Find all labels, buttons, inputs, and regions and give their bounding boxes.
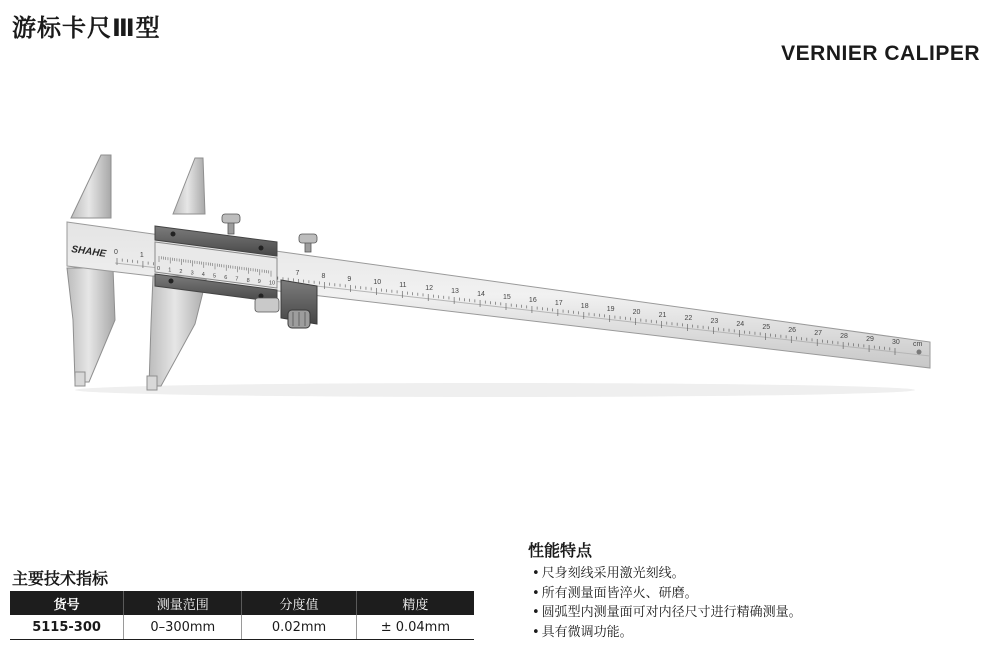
main-scale-number: 22 xyxy=(684,315,693,322)
vernier-caliper-image xyxy=(55,150,945,410)
features-list xyxy=(532,564,802,642)
slider-screw-1 xyxy=(171,232,176,237)
sliding-lower-jaw xyxy=(149,276,207,386)
list-item: • 尺身刻线采用激光刻线。 xyxy=(532,564,802,584)
features-heading: 性能特点 xyxy=(528,541,593,560)
specs-table xyxy=(10,591,474,640)
page-title-english: VERNIER CALIPER xyxy=(781,42,980,65)
fixed-upper-nib xyxy=(71,155,111,218)
main-scale-number: 18 xyxy=(580,303,589,310)
cell-model: 5115-300 xyxy=(10,615,124,640)
vernier-number: 0 xyxy=(157,266,161,272)
vernier-number: 5 xyxy=(213,273,217,280)
slider-lower-foot xyxy=(255,298,279,312)
vernier-number: 10 xyxy=(269,280,276,287)
main-scale-number: 8 xyxy=(321,273,326,280)
col-header-resolution: 分度值 xyxy=(242,591,356,615)
fine-adjust-screw-stem xyxy=(305,242,311,252)
slider-screw-3 xyxy=(169,279,174,284)
main-scale-number: 21 xyxy=(658,312,667,319)
vernier-number: 9 xyxy=(257,279,261,286)
lock-screw-head xyxy=(222,214,240,223)
list-item: • 所有测量面皆淬火、研磨。 xyxy=(532,584,802,604)
main-scale-number: 1 xyxy=(139,252,144,259)
specs-header-row xyxy=(10,591,474,615)
main-scale-number: 29 xyxy=(866,336,874,343)
fixed-jaw-tip xyxy=(75,372,85,386)
main-scale-number: 9 xyxy=(347,276,352,283)
main-scale-number: 24 xyxy=(736,321,745,328)
beam-end-hole xyxy=(917,350,922,355)
lock-screw-stem xyxy=(228,222,234,234)
main-scale-number: 23 xyxy=(710,318,719,325)
vernier-number: 8 xyxy=(246,277,250,284)
vernier-number: 1 xyxy=(168,267,172,274)
brand-logo: SHAHE xyxy=(70,244,107,260)
col-header-accuracy: 精度 xyxy=(356,591,474,615)
specs-heading: 主要技术指标 xyxy=(12,569,109,588)
list-item: • 圆弧型内测量面可对内径尺寸进行精确测量。 xyxy=(532,603,802,623)
main-scale-number: 25 xyxy=(762,324,771,331)
main-scale-number: 13 xyxy=(451,288,459,295)
vernier-number: 6 xyxy=(224,274,228,281)
main-scale-number: 16 xyxy=(528,297,537,304)
slider-screw-2 xyxy=(259,246,264,251)
col-header-range: 测量范围 xyxy=(124,591,242,615)
vernier-number: 2 xyxy=(179,268,183,275)
main-scale-number: 11 xyxy=(399,282,407,289)
cell-range: 0–300mm xyxy=(124,615,242,640)
fixed-lower-jaw xyxy=(67,268,115,382)
main-scale-number: 14 xyxy=(477,291,485,298)
main-scale-number: 27 xyxy=(814,330,822,337)
list-item: • 具有微调功能。 xyxy=(532,623,802,643)
fine-adjust-screw-head xyxy=(299,234,317,243)
vernier-number: 4 xyxy=(201,271,205,278)
cell-resolution: 0.02mm xyxy=(242,615,356,640)
table-row xyxy=(10,615,474,640)
main-scale-number: 20 xyxy=(632,309,641,316)
col-header-model: 货号 xyxy=(10,591,124,615)
caliper-shadow xyxy=(75,383,915,397)
main-scale-number: 10 xyxy=(373,279,382,286)
vernier-number: 3 xyxy=(190,270,194,277)
main-scale-number: 30 xyxy=(892,339,900,346)
main-scale-number: 12 xyxy=(425,285,433,292)
main-scale-number: 28 xyxy=(840,333,848,340)
vernier-number: 7 xyxy=(235,276,239,283)
main-scale-number: 17 xyxy=(554,300,563,307)
main-scale-number: 19 xyxy=(606,306,615,313)
main-scale-number: 7 xyxy=(295,270,300,277)
scale-unit-label: cm xyxy=(913,341,923,349)
cell-accuracy: ± 0.04mm xyxy=(356,615,474,640)
main-scale-number: 26 xyxy=(788,327,797,334)
sliding-upper-nib xyxy=(173,158,205,214)
main-scale-number: 0 xyxy=(114,249,118,256)
page-title-chinese: 游标卡尺Ⅲ型 xyxy=(12,14,161,42)
main-scale-number: 15 xyxy=(503,294,511,301)
sliding-jaw-tip xyxy=(147,376,157,390)
